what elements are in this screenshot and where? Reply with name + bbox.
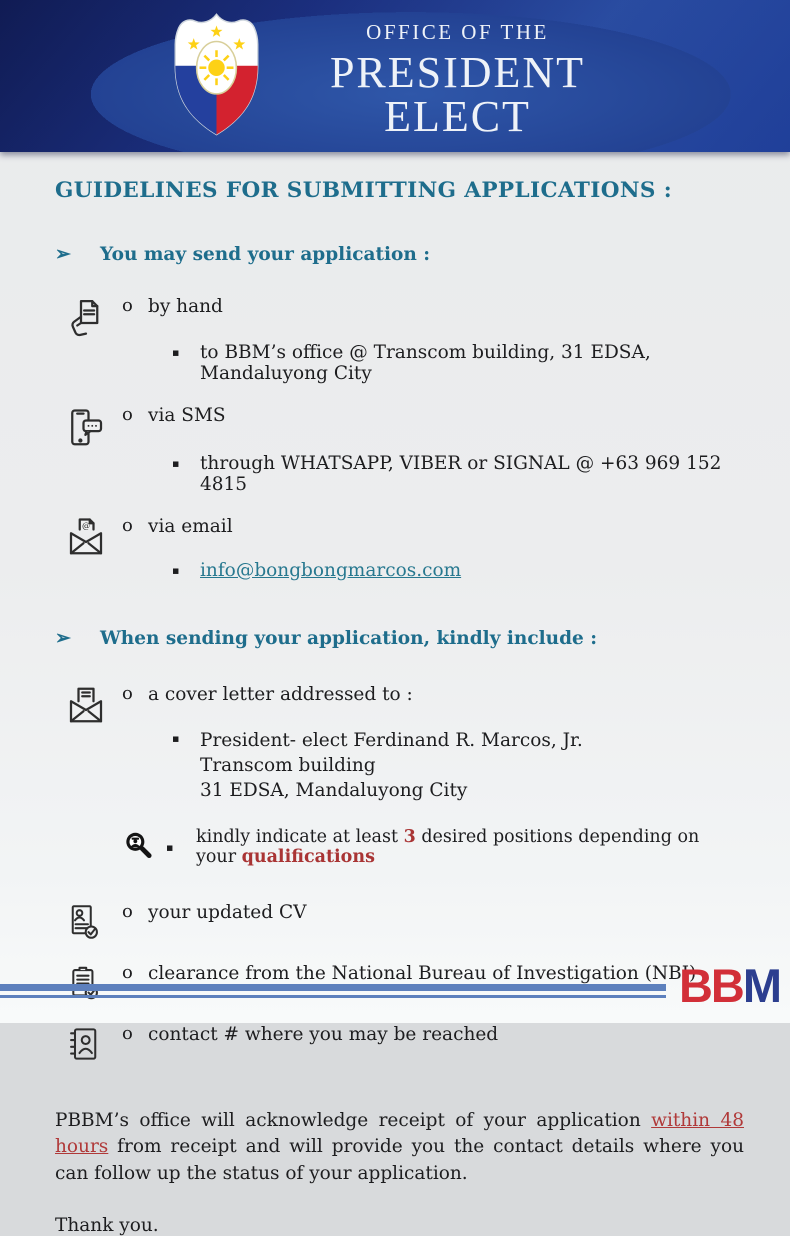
list-item-contact bbox=[66, 1023, 744, 1064]
list-item-cover-letter bbox=[66, 683, 744, 726]
acknowledgement-paragraph: PBBM’s office will acknowledge receipt of your application within 48 hours from receipt and will provide you the contact details where you can follow up the status of your application. bbox=[55, 1110, 744, 1184]
search-person-icon bbox=[121, 828, 166, 866]
section-heading-send bbox=[55, 243, 744, 265]
square-bullet: ▪ bbox=[166, 840, 174, 854]
list-item-email bbox=[66, 515, 744, 558]
by-hand-detail bbox=[172, 342, 744, 384]
email-label: via email bbox=[148, 516, 233, 537]
hand-document-icon bbox=[66, 295, 109, 340]
list-item-cv bbox=[66, 901, 744, 942]
square-bullet: ▪ bbox=[172, 732, 180, 745]
square-bullet: ▪ bbox=[172, 457, 180, 470]
header-banner bbox=[0, 0, 790, 152]
by-hand-label: by hand bbox=[148, 296, 223, 317]
footer-rule-thick bbox=[0, 984, 666, 991]
by-hand-address: to BBM’s office @ Transcom building, 31 EDSA, Mandaluyong City bbox=[200, 342, 651, 384]
circle-bullet: o bbox=[122, 1023, 133, 1044]
sms-label: via SMS bbox=[148, 405, 226, 426]
circle-bullet: o bbox=[122, 901, 133, 922]
nbi-label: clearance from the National Bureau of Investigation (NBI) bbox=[148, 963, 697, 984]
footer-rule-thin bbox=[0, 995, 666, 998]
section-heading-include-label: When sending your application, kindly include : bbox=[100, 628, 598, 649]
within-48-hours-highlight: within 48 hours bbox=[55, 1110, 744, 1158]
header-title-block bbox=[265, 20, 650, 139]
section-heading-include bbox=[55, 627, 744, 649]
qualification-note bbox=[121, 827, 744, 867]
email-detail bbox=[172, 560, 744, 581]
bbm-logo bbox=[678, 959, 780, 1012]
list-item-sms bbox=[66, 404, 744, 451]
contact-label: contact # where you may be reached bbox=[148, 1024, 499, 1045]
desired-positions-count: 3 bbox=[403, 827, 416, 847]
list-item-by-hand bbox=[66, 295, 744, 340]
footer bbox=[0, 960, 790, 1023]
address-line-2: Transcom building bbox=[200, 755, 376, 776]
bbm-logo-m: M bbox=[742, 959, 780, 1012]
circle-bullet: o bbox=[122, 962, 133, 983]
office-of-the-label: OFFICE OF THE bbox=[366, 19, 549, 44]
square-bullet: ▪ bbox=[172, 564, 180, 577]
cover-letter-icon bbox=[66, 683, 109, 726]
cv-label: your updated CV bbox=[148, 902, 307, 923]
sms-numbers: through WHATSAPP, VIBER or SIGNAL @ +63 969 152 4815 bbox=[200, 453, 722, 495]
circle-bullet: o bbox=[122, 404, 133, 425]
philippine-seal-icon bbox=[168, 11, 265, 142]
qualification-note-text: kindly indicate at least 3 desired positions depending on your qualifications bbox=[196, 827, 700, 867]
president-elect-title: PRESIDENT ELECT bbox=[329, 47, 586, 141]
square-bullet: ▪ bbox=[172, 346, 180, 359]
document-body bbox=[0, 178, 790, 1236]
email-at-icon bbox=[66, 515, 109, 558]
cover-letter-address bbox=[172, 728, 744, 803]
phone-sms-icon bbox=[66, 404, 109, 451]
sms-detail bbox=[172, 453, 744, 495]
bbm-logo-bb: BB bbox=[678, 959, 743, 1012]
arrow-bullet-icon: ➢ bbox=[55, 627, 71, 649]
page-title: GUIDELINES FOR SUBMITTING APPLICATIONS : bbox=[55, 178, 673, 203]
svg-text:@: @ bbox=[81, 520, 91, 531]
section-heading-send-label: You may send your application : bbox=[100, 244, 431, 265]
circle-bullet: o bbox=[122, 515, 133, 536]
address-line-1: President- elect Ferdinand R. Marcos, Jr. bbox=[200, 730, 583, 751]
qualifications-highlight: qualifications bbox=[241, 847, 375, 867]
address-line-3: 31 EDSA, Mandaluyong City bbox=[200, 780, 468, 801]
cover-letter-label: a cover letter addressed to : bbox=[148, 684, 413, 705]
thank-you-text: Thank you. bbox=[55, 1214, 159, 1236]
arrow-bullet-icon: ➢ bbox=[55, 243, 71, 265]
email-link[interactable]: info@bongbongmarcos.com bbox=[200, 560, 462, 581]
circle-bullet: o bbox=[122, 295, 133, 316]
circle-bullet: o bbox=[122, 683, 133, 704]
cv-check-icon bbox=[66, 901, 109, 942]
contact-book-icon bbox=[66, 1023, 109, 1064]
